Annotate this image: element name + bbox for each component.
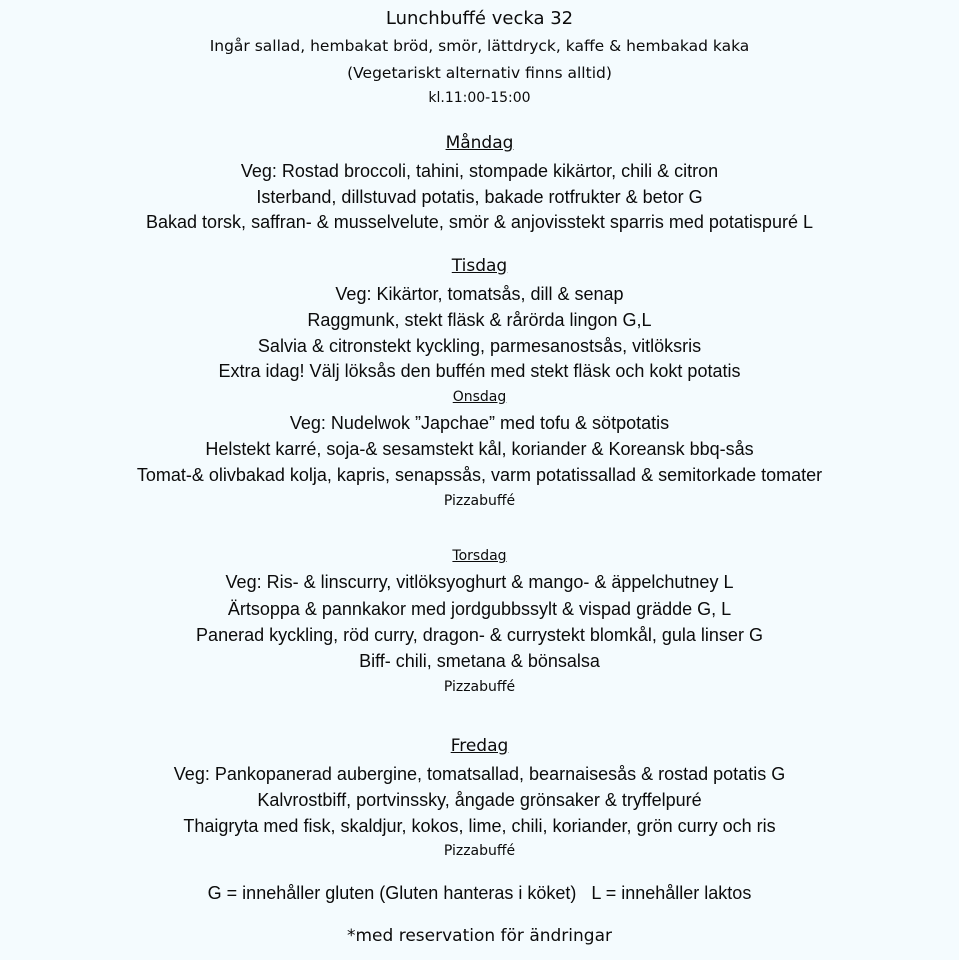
dish-item: Isterband, dillstuvad potatis, bakade rotfrukter & betor G [256,187,703,207]
included-items: Ingår sallad, hembakat bröd, smör, lättdryck, kaffe & hembakad kaka [209,37,750,55]
dish-item: Helstekt karré, soja-& sesamstekt kål, koriander & Koreansk bbq-sås [205,439,754,459]
dish-item: Salvia & citronstekt kyckling, parmesanostsås, vitlöksris [257,336,702,356]
vegetarian-note: (Vegetariskt alternativ finns alltid) [347,64,612,82]
dish-item: Tomat-& olivbakad kolja, kapris, senapssås, varm potatissallad & semitorkade tomater [136,465,823,485]
dish-item: Veg: Rostad broccoli, tahini, stompade kikärtor, chili & citron [240,161,719,181]
dish-item: Bakad torsk, saffran- & musselvelute, smör & anjovisstekt sparris med potatispuré L [146,212,813,232]
dish-item: Biff- chili, smetana & bönsalsa [359,651,600,671]
day-heading-wednesday: Onsdag [452,389,507,405]
dish-item: Ärtsoppa & pannkakor med jordgubbssylt & vispad grädde G, L [227,599,732,619]
dish-item: Veg: Ris- & linscurry, vitlöksyoghurt & mango- & äppelchutney L [225,572,734,592]
dish-item: Panerad kyckling, röd curry, dragon- & currystekt blomkål, gula linser G [196,625,763,645]
dish-item: Veg: Kikärtor, tomatsås, dill & senap [335,284,624,304]
opening-hours: kl.11:00-15:00 [428,90,531,106]
dish-item: Raggmunk, stekt fläsk & rårörda lingon G,L [307,310,652,330]
day-heading-tuesday: Tisdag [451,256,508,276]
pizza-buffet-label: Pizzabuffé [443,843,516,859]
allergen-legend: G = innehåller gluten (Gluten hanteras i köket) L = innehåller laktos [207,883,752,903]
pizza-buffet-label: Pizzabuffé [443,679,516,695]
dish-item: Thaigryta med fisk, skaldjur, kokos, lime, chili, koriander, grön curry och ris [183,816,776,836]
dish-item: Kalvrostbiff, portvinssky, ångade grönsaker & tryffelpuré [257,790,702,810]
dish-item: Veg: Pankopanerad aubergine, tomatsallad, bearnaisesås & rostad potatis G [173,764,786,784]
dish-item: Veg: Nudelwok ”Japchae” med tofu & sötpotatis [289,413,670,433]
day-heading-monday: Måndag [445,133,514,153]
dish-item: Extra idag! Välj löksås den buffén med stekt fläsk och kokt potatis [218,361,741,381]
pizza-buffet-label: Pizzabuffé [443,493,516,509]
day-heading-friday: Fredag [450,736,509,756]
reservation-note: *med reservation för ändringar [347,926,612,946]
menu-title: Lunchbuffé vecka 32 [385,8,574,29]
day-heading-thursday: Torsdag [452,548,507,564]
